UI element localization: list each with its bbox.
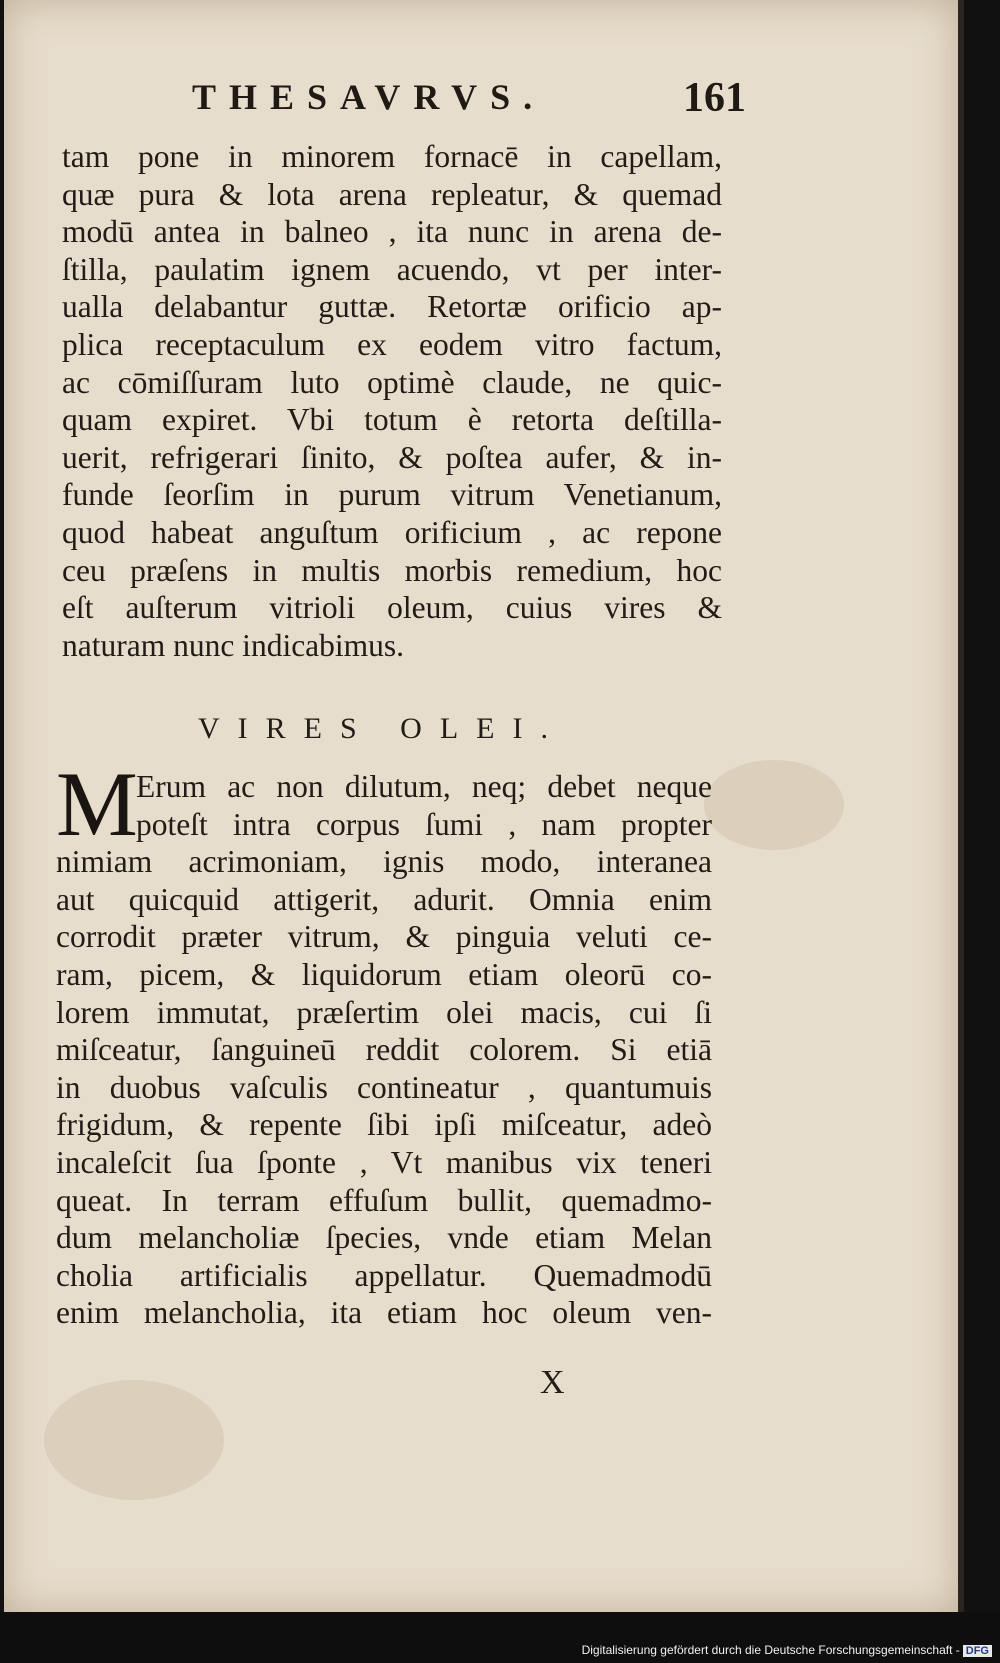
text-line: quæ pura & lota arena repleatur, & quemad <box>62 176 722 212</box>
text-line: ceu præſens in multis morbis remedium, hoc <box>62 552 722 588</box>
signature-mark: X <box>540 1364 565 1401</box>
text-line: ac cōmiſſuram luto optimè claude, ne quic- <box>62 364 722 400</box>
text-line: naturam nunc indicabimus. <box>62 627 405 663</box>
text-line: corrodit præter vitrum, & pinguia veluti ce- <box>56 919 712 955</box>
drop-cap: M <box>56 753 138 855</box>
dfg-logo-icon: DFG <box>963 1645 992 1657</box>
text-line: uerit, refrigerari ſinito, & poſtea aufer, & in- <box>62 439 722 475</box>
text-line: ram, picem, & liquidorum etiam oleorū co- <box>56 956 712 992</box>
text-line: cholia artificialis appellatur. Quemadmodū <box>56 1257 712 1293</box>
footer-credit-text: Digitalisierung gefördert durch die Deutsche Forschungsgemeinschaft - <box>581 1643 960 1657</box>
paper-stain <box>44 1380 224 1500</box>
text-line: quam expiret. Vbi totum è retorta deſtilla- <box>62 402 722 438</box>
text-line: ſtilla, paulatim ignem acuendo, vt per inter- <box>62 251 722 287</box>
paragraph-1 <box>62 138 722 664</box>
running-title: THESAVRVS. <box>192 77 546 117</box>
text-line: in duobus vaſculis contineatur , quantumuis <box>56 1069 712 1105</box>
text-line: queat. In terram effuſum bullit, quemadmo- <box>56 1182 712 1218</box>
page-header <box>54 70 744 130</box>
text-line: modū antea in balneo , ita nunc in arena de- <box>62 214 722 250</box>
section-heading: VIRES OLEI. <box>198 712 566 745</box>
text-line: funde ſeorſim in purum vitrum Venetianum, <box>62 477 722 513</box>
text-line: miſceatur, ſanguineū reddit colorem. Si etiā <box>56 1032 712 1068</box>
text-line: nimiam acrimoniam, ignis modo, interanea <box>56 844 712 880</box>
text-line: dum melancholiæ ſpecies, vnde etiam Melan <box>56 1220 712 1256</box>
paragraph-2 <box>56 753 712 1332</box>
text-line: aut quicquid attigerit, adurit. Omnia enim <box>56 881 712 917</box>
footer-credit <box>582 1643 992 1657</box>
text-line: ualla delabantur guttæ. Retortæ orificio ap- <box>62 289 722 325</box>
book-page <box>4 0 964 1612</box>
text-line: Erum ac non dilutum, neq; debet neque <box>136 769 712 804</box>
text-line: tam pone in minorem fornacē in capellam, <box>62 139 722 174</box>
text-line: quod habeat anguſtum orificium , ac repone <box>62 514 722 550</box>
text-line: incaleſcit ſua ſponte , Vt manibus vix teneri <box>56 1144 712 1180</box>
text-line: eſt auſterum vitrioli oleum, cuius vires & <box>62 590 722 626</box>
page-number: 161 <box>683 75 746 121</box>
paper-stain <box>704 760 844 850</box>
text-line: plica receptaculum ex eodem vitro factum, <box>62 326 722 362</box>
text-line: frigidum, & repente ſibi ipſi miſceatur, adeò <box>56 1107 712 1143</box>
text-line: poteſt intra corpus ſumi , nam propter <box>136 806 712 842</box>
text-line: lorem immutat, præſertim olei macis, cui ſi <box>56 994 712 1030</box>
text-line: enim melancholia, ita etiam hoc oleum ven- <box>56 1295 712 1331</box>
